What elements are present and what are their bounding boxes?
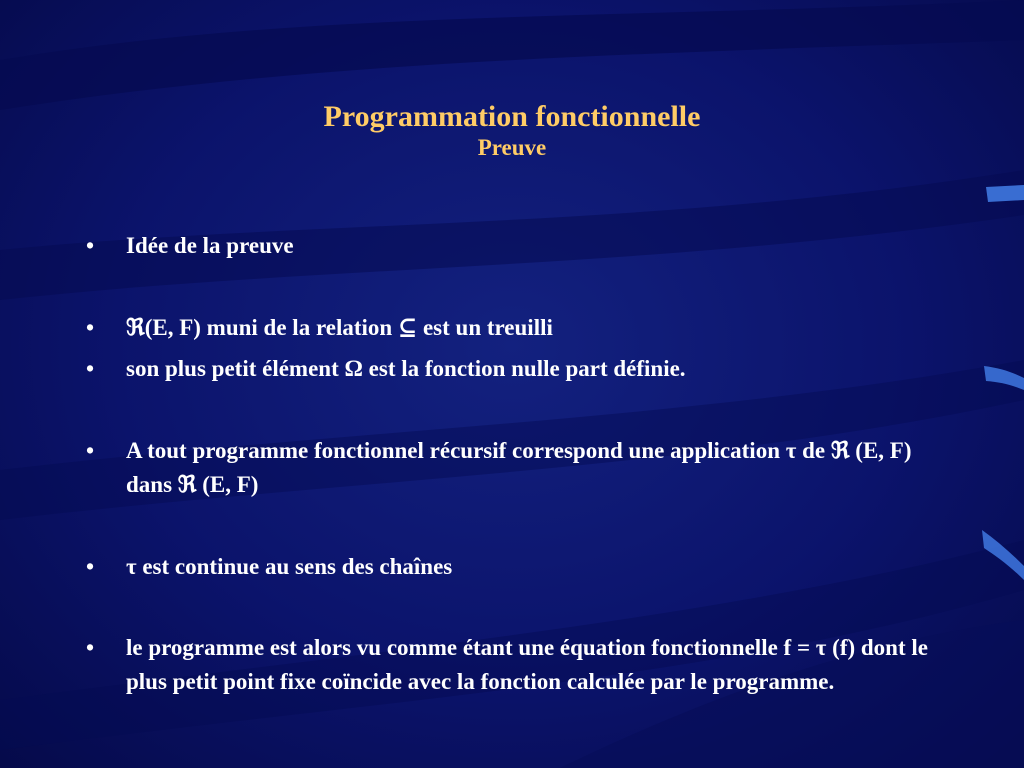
bullet-item <box>86 631 956 699</box>
bullet-item <box>86 311 956 345</box>
bullet-text: son plus petit élément Ω est la fonction nulle part définie. <box>126 356 686 381</box>
slide-title: Programmation fonctionnelle <box>323 100 701 133</box>
bullet-item <box>86 550 956 584</box>
bullet-text: A tout programme fonctionnel récursif correspond une application τ de ℜ (E, F) dans ℜ (E, F) <box>126 438 912 497</box>
bullet-text: τ est continue au sens des chaînes <box>126 554 453 579</box>
bullet-text: Idée de la preuve <box>126 233 294 258</box>
bullet-item <box>86 434 956 502</box>
bullet-text: le programme est alors vu comme étant une équation fonctionnelle f = τ (f) dont le plus petit point fixe coïncide avec la fonction calculée par le programme. <box>126 635 928 694</box>
bullet-item <box>86 229 956 263</box>
bullet-dot-icon: • <box>86 315 95 340</box>
bullet-dot-icon: • <box>86 356 95 381</box>
bullet-dot-icon: • <box>86 233 95 258</box>
slide-subtitle: Preuve <box>477 135 547 160</box>
bullet-dot-icon: • <box>86 554 95 579</box>
bullet-item <box>86 352 956 386</box>
bullet-dot-icon: • <box>86 438 95 463</box>
bullet-text: ℜ(E, F) muni de la relation ⊆ est un treuilli <box>126 315 553 340</box>
bullet-dot-icon: • <box>86 635 95 660</box>
